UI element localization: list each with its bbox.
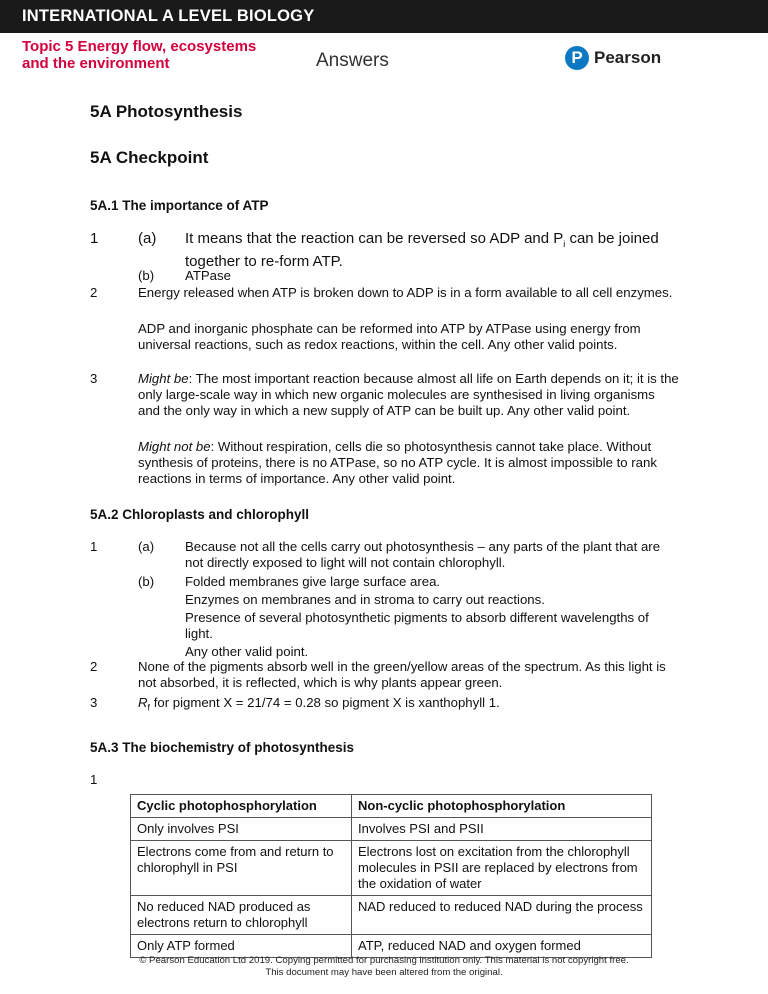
table-cell: NAD reduced to reduced NAD during the process xyxy=(352,896,652,935)
answer-text: It means that the reaction can be reversed so ADP and $P_i$ can be joined together to re-form ATP. xyxy=(185,230,659,270)
table-cell: Involves PSI and PSII xyxy=(352,818,652,841)
section-heading-5a3: 5A.3 The biochemistry of photosynthesis xyxy=(90,740,355,755)
answer-text: Energy released when ATP is broken down to ADP is in a form available to all cell enzymes. xyxy=(138,285,673,300)
answer-text: Might be: The most important reaction because almost all life on Earth depends on it; it is the only large-scale way in which new organic molecules are synthesised in living organisms and the only way in which a new supply of ATP can be built up. Any other valid point. xyxy=(138,371,679,418)
part-label: (b) xyxy=(138,574,155,589)
checkpoint-title: 5A Checkpoint xyxy=(90,148,209,167)
table-header-row xyxy=(131,795,652,818)
section-heading-5a2: 5A.2 Chloroplasts and chlorophyll xyxy=(90,507,310,522)
pearson-logo xyxy=(565,46,661,70)
answer-text: ATPase xyxy=(185,268,231,283)
part-label: (b) xyxy=(138,268,155,283)
column-header: Non-cyclic photophosphorylation xyxy=(352,795,652,818)
answer-text: ADP and inorganic phosphate can be reformed into ATP by ATPase using energy from universal reactions, such as redox reactions, within the cell. Any other valid points. xyxy=(138,321,641,352)
table-cell: ATP, reduced NAD and oxygen formed xyxy=(352,935,652,958)
answer-line: Enzymes on membranes and in stroma to carry out reactions. xyxy=(185,592,545,607)
column-header: Cyclic photophosphorylation xyxy=(131,795,352,818)
answer-list xyxy=(185,574,680,660)
table-row xyxy=(131,818,652,841)
table-row xyxy=(131,841,652,896)
answer-line: Any other valid point. xyxy=(185,644,309,659)
question-number: 1 xyxy=(90,230,99,247)
question-number: 2 xyxy=(90,285,98,300)
question-number: 1 xyxy=(90,772,98,787)
lead-phrase: Might be xyxy=(138,371,189,386)
comparison-table xyxy=(130,794,652,958)
question-number: 3 xyxy=(90,695,98,710)
footer-line-1: © Pearson Education Ltd 2019. Copying permitted for purchasing institution only. This material is not copyright free. xyxy=(139,955,629,966)
pearson-p-icon: P xyxy=(565,46,589,70)
answer-text: $R_f$ for pigment X = 21/74 = 0.28 so pigment X is xanthophyll 1. xyxy=(138,695,500,713)
part-label: (a) xyxy=(138,230,157,247)
footer-line-2: This document may have been altered from the original. xyxy=(265,967,503,978)
answer-line: Folded membranes give large surface area. xyxy=(185,574,441,589)
answer-text: None of the pigments absorb well in the green/yellow areas of the spectrum. As this light is not absorbed, it is reflected, which is why plants appear green. xyxy=(138,659,666,690)
topic-line-1: Topic 5 Energy flow, ecosystems xyxy=(22,38,257,55)
pearson-wordmark: Pearson xyxy=(594,48,662,67)
table-cell: Only involves PSI xyxy=(131,818,352,841)
question-number: 1 xyxy=(90,539,98,554)
series-banner: INTERNATIONAL A LEVEL BIOLOGY xyxy=(0,0,768,33)
answers-label: Answers xyxy=(316,50,389,71)
section-heading-5a1: 5A.1 The importance of ATP xyxy=(90,198,269,213)
table-cell: Electrons come from and return to chlorophyll in PSI xyxy=(131,841,352,896)
page-title: 5A Photosynthesis xyxy=(90,102,243,121)
question-number: 3 xyxy=(90,371,98,386)
copyright-footer xyxy=(0,955,768,979)
table-cell: Only ATP formed xyxy=(131,935,352,958)
answer-line: Presence of several photosynthetic pigments to absorb different wavelengths of light. xyxy=(185,610,649,641)
answer-text: Might not be: Without respiration, cells die so photosynthesis cannot take place. Without synthesis of proteins, there is no ATPase, so no ATP cycle. It is almost impossible to rank reactions in terms of importance. Any other valid point. xyxy=(138,439,657,486)
part-label: (a) xyxy=(138,539,155,554)
topic-line-2: and the environment xyxy=(22,55,170,72)
question-number: 2 xyxy=(90,659,98,674)
table-row xyxy=(131,896,652,935)
lead-phrase: Might not be xyxy=(138,439,211,454)
answer-text: Because not all the cells carry out photosynthesis – any parts of the plant that are not directly exposed to light will not contain chlorophyll. xyxy=(185,539,661,570)
page-header xyxy=(0,0,768,78)
table-cell: Electrons lost on excitation from the chlorophyll molecules in PSII are replaced by electrons from the oxidation of water xyxy=(352,841,652,896)
topic-title xyxy=(22,38,282,72)
table-cell: No reduced NAD produced as electrons return to chlorophyll xyxy=(131,896,352,935)
